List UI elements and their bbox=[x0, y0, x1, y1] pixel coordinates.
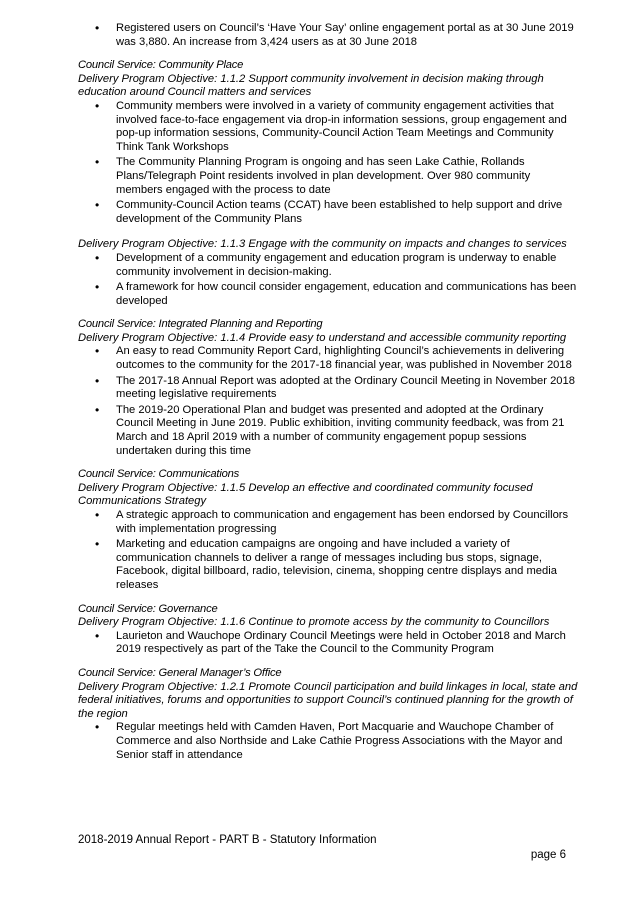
bullet-item: • An easy to read Community Report Card, highlighting Council’s achievements in delivering outcomes to the community for the 2017-18 financial year, was published in November 2018 bbox=[78, 345, 578, 372]
bullet-list bbox=[78, 509, 578, 593]
bullet-item: • Laurieton and Wauchope Ordinary Council Meetings were held in October 2018 and March 2019 respectively as part of the Take the Council to the Community Program bbox=[78, 630, 578, 657]
program-objective: Delivery Program Objective: 1.1.6 Continue to promote access by the community to Councillors bbox=[78, 616, 550, 629]
service-heading: Council Service: General Manager’s Office bbox=[78, 666, 282, 679]
bullet-item: • Development of a community engagement and education program is underway to enable community involvement in decision-making. bbox=[78, 252, 578, 279]
service-heading: Council Service: Community Place bbox=[78, 59, 244, 72]
bullet-item: • Community members were involved in a variety of community engagement activities that involved face-to-face engagement via drop-in information sessions, group engagement and pop-up information sessions, Community-Council Action Team Meetings and Community Think Tank Workshops bbox=[78, 100, 578, 154]
bullet-item: • Marketing and education campaigns are ongoing and have included a variety of communication channels to deliver a range of messages including bus stops, signage, Facebook, digital billboard, radio, television, cinema, shopping centre displays and media releases bbox=[78, 538, 578, 592]
bullet-item: • The 2019-20 Operational Plan and budget was presented and adopted at the Ordinary Council Meeting in June 2019. Public exhibition, inviting community feedback, was from 21 March and 18 April 2019 with a number of community engagement popup sessions undertaken during this time bbox=[78, 404, 578, 458]
footer-title: 2018-2019 Annual Report - PART B - Statutory Information bbox=[78, 834, 377, 846]
service-heading: Council Service: Governance bbox=[78, 602, 218, 615]
page-number: page 6 bbox=[530, 849, 566, 861]
program-objective: Delivery Program Objective: 1.1.5 Develop an effective and coordinated community focused Communications Strategy bbox=[78, 481, 533, 508]
bullet-item: • Community-Council Action teams (CCAT) have been established to help support and drive development of the Community Plans bbox=[78, 199, 578, 226]
program-objective: Delivery Program Objective: 1.2.1 Promote Council participation and build linkages in local, state and federal initiatives, forums and opportunities to support Council’s continued planning for the growth of the region bbox=[78, 680, 578, 720]
bullet-list bbox=[78, 252, 578, 308]
document-body bbox=[78, 22, 578, 764]
program-objective: Delivery Program Objective: 1.1.4 Provide easy to understand and accessible community reporting bbox=[78, 331, 567, 344]
bullet-list bbox=[78, 721, 578, 762]
service-heading: Council Service: Integrated Planning and Reporting bbox=[78, 318, 323, 331]
bullet-list bbox=[78, 630, 578, 657]
bullet-item: • Registered users on Council’s ‘Have Your Say’ online engagement portal as at 30 June 2019 was 3,880. An increase from 3,424 users as at 30 June 2018 bbox=[78, 22, 578, 49]
bullet-list bbox=[78, 345, 578, 458]
intro-bullet-list bbox=[78, 22, 578, 49]
bullet-item: • A strategic approach to communication and engagement has been endorsed by Councillors with implementation progressing bbox=[78, 509, 578, 536]
bullet-item: • The Community Planning Program is ongoing and has seen Lake Cathie, Rollands Plans/Telegraph Point residents involved in plan development. Over 980 community members engaged with the process to date bbox=[78, 156, 578, 197]
program-objective: Delivery Program Objective: 1.1.3 Engage with the community on impacts and changes to services bbox=[78, 238, 567, 251]
spacer bbox=[78, 228, 578, 238]
bullet-list bbox=[78, 100, 578, 226]
bullet-item: • A framework for how council consider engagement, education and communications has been developed bbox=[78, 281, 578, 308]
bullet-item: • The 2017-18 Annual Report was adopted at the Ordinary Council Meeting in November 2018 meeting legislative requirements bbox=[78, 375, 578, 402]
service-heading: Council Service: Communications bbox=[78, 468, 240, 481]
bullet-item: • Regular meetings held with Camden Haven, Port Macquarie and Wauchope Chamber of Commerce and also Northside and Lake Cathie Progress Associations with the Mayor and Senior staff in attendance bbox=[78, 721, 578, 762]
program-objective: Delivery Program Objective: 1.1.2 Support community involvement in decision making through education around Council matters and services bbox=[78, 72, 544, 99]
